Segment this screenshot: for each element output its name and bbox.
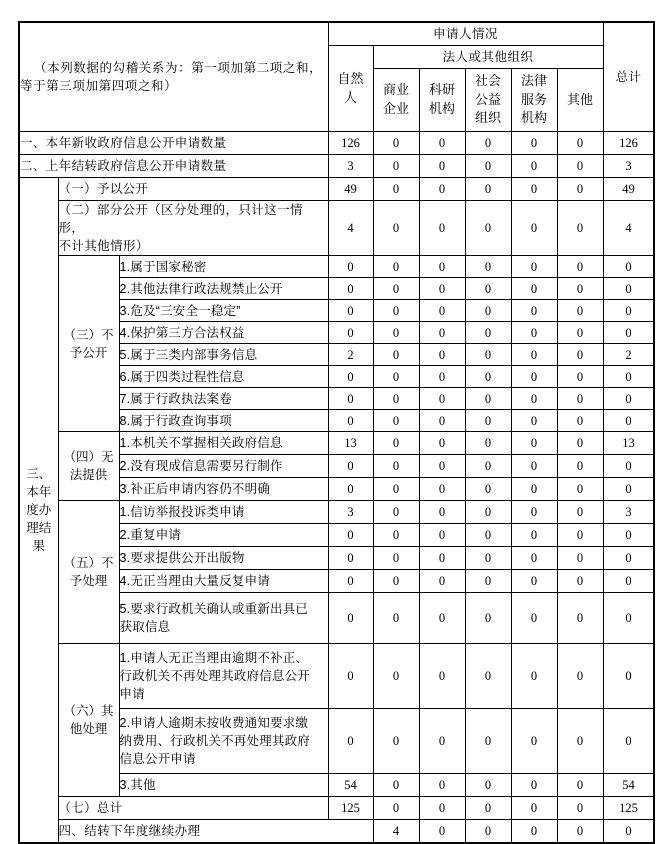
- cell-disclose-partially-natural-person: 4: [328, 201, 373, 256]
- table-row-not-processed-1: [19, 501, 654, 524]
- cell-cp3-research: 0: [419, 478, 465, 501]
- cell-disclose-partially-legal-service: 0: [511, 201, 557, 256]
- item-label-repeated-no-reason: 4.无正当理由大量反复申请: [119, 570, 328, 593]
- cell-cp2-research: 0: [419, 455, 465, 478]
- row-label-disclose-partially-main: （二）部分公开: [58, 203, 149, 217]
- cell-oh1-other: 0: [557, 644, 603, 709]
- cell-np3-natural-person: 0: [328, 547, 373, 570]
- table-row-cannot-provide-1: [19, 432, 654, 455]
- item-label-internal-affairs: 5.属于三类内部事务信息: [119, 344, 328, 366]
- row-label-cannot-provide: [58, 432, 119, 501]
- cell-nd2-research: 0: [419, 278, 465, 300]
- row-label-other-handling: [58, 644, 119, 797]
- header-col-commercial-enterprise-line2: 企业: [382, 101, 409, 116]
- header-col-commercial-enterprise: [373, 69, 419, 132]
- cell-r1-legal-service: 0: [511, 132, 557, 155]
- table-row-other-handling-1: [19, 644, 654, 709]
- cell-cp2-commercial: 0: [373, 455, 419, 478]
- cell-nd7-legal-service: 0: [511, 388, 557, 410]
- cell-nd4-legal-service: 0: [511, 322, 557, 344]
- cell-np1-natural-person: 3: [328, 501, 373, 524]
- item-label-overdue-no-correction-line1: 1.申请人无正当理由逾期不补正、: [119, 651, 309, 666]
- header-col-research-institution: [419, 69, 465, 132]
- cell-disclose-partially-research: 0: [419, 201, 465, 256]
- cell-nd5-legal-service: 0: [511, 344, 557, 366]
- row-label-disclose-partially: [58, 201, 328, 256]
- cell-nd6-social-welfare: 0: [465, 366, 511, 388]
- cell-np4-research: 0: [419, 570, 465, 593]
- header-col-commercial-enterprise-line1: 商业: [382, 82, 409, 98]
- cell-r2-commercial: 0: [373, 155, 419, 178]
- cell-oh1-natural-person: 0: [328, 644, 373, 709]
- cell-nd2-natural-person: 0: [328, 278, 373, 300]
- cell-oh1-research: 0: [419, 644, 465, 709]
- cell-np1-commercial: 0: [373, 501, 419, 524]
- header-applicant-situation: 申请人情况: [328, 22, 603, 46]
- cell-np2-total: 0: [603, 524, 654, 547]
- cell-np5-natural-person: 0: [328, 593, 373, 644]
- cell-r2-total: 3: [603, 155, 654, 178]
- cell-subtotal-commercial: 0: [373, 797, 419, 820]
- cell-np1-other: 0: [557, 501, 603, 524]
- table-row-not-disclosed-1: [19, 256, 654, 278]
- cell-nd6-commercial: 0: [373, 366, 419, 388]
- cell-nd3-legal-service: 0: [511, 300, 557, 322]
- item-label-overdue-no-payment-line1: 2.申请人逾期未按收费通知要求缴: [119, 716, 309, 731]
- cell-nd2-total: 0: [603, 278, 654, 300]
- cell-nd7-commercial: 0: [373, 388, 419, 410]
- cell-oh3-legal-service: 0: [511, 774, 557, 797]
- cell-cp3-commercial: 0: [373, 478, 419, 501]
- cell-np5-other: 0: [557, 593, 603, 644]
- item-label-endanger-security: 3.危及“三安全一稳定”: [119, 300, 328, 322]
- header-natural-person-line1: 自然: [337, 70, 364, 86]
- group-label-line5: 果: [32, 539, 45, 554]
- cell-nd4-other: 0: [557, 322, 603, 344]
- cell-nd8-legal-service: 0: [511, 410, 557, 432]
- header-col-social-welfare-org: [465, 69, 511, 132]
- cell-r2-legal-service: 0: [511, 155, 557, 178]
- cell-nd6-other: 0: [557, 366, 603, 388]
- cell-nd4-commercial: 0: [373, 322, 419, 344]
- cell-nd6-natural-person: 0: [328, 366, 373, 388]
- cell-nd1-research: 0: [419, 256, 465, 278]
- row-label-other-handling-line2: 他处理: [69, 722, 108, 737]
- cell-cp3-social-welfare: 0: [465, 478, 511, 501]
- cell-nd6-research: 0: [419, 366, 465, 388]
- cell-r4-research: 0: [465, 820, 511, 844]
- cell-cp3-other: 0: [557, 478, 603, 501]
- header-col-legal-service-org: [511, 69, 557, 132]
- cell-oh1-total: 0: [603, 644, 654, 709]
- cell-oh3-total: 54: [603, 774, 654, 797]
- cell-oh2-total: 0: [603, 709, 654, 774]
- cell-nd6-total: 0: [603, 366, 654, 388]
- cell-nd4-total: 0: [603, 322, 654, 344]
- cell-disclose-fully-legal-service: 0: [511, 178, 557, 201]
- item-label-still-unclear: 3.补正后申请内容仍不明确: [119, 478, 328, 501]
- cell-np3-commercial: 0: [373, 547, 419, 570]
- row-group-label-annual-results: [19, 178, 58, 844]
- cell-disclose-fully-total: 49: [603, 178, 654, 201]
- cell-oh1-social-welfare: 0: [465, 644, 511, 709]
- cell-nd4-social-welfare: 0: [465, 322, 511, 344]
- row-label-carried-over-applications: 二、上年结转政府信息公开申请数量: [19, 155, 328, 178]
- cell-np1-research: 0: [419, 501, 465, 524]
- cell-nd4-natural-person: 0: [328, 322, 373, 344]
- cell-nd8-social-welfare: 0: [465, 410, 511, 432]
- cell-r1-other: 0: [557, 132, 603, 155]
- cell-r2-social-welfare: 0: [465, 155, 511, 178]
- cell-subtotal-legal-service: 0: [511, 797, 557, 820]
- row-label-not-disclosed: [58, 256, 119, 432]
- cell-nd3-total: 0: [603, 300, 654, 322]
- header-col-social-welfare-org-line1: 社会: [474, 72, 501, 88]
- row-label-disclose-fully: （一）予以公开: [58, 178, 328, 201]
- row-label-not-processed-line1: （五）不: [63, 556, 114, 571]
- cell-oh2-commercial: 0: [373, 709, 419, 774]
- header-col-legal-service-org-line3: 机构: [520, 110, 547, 126]
- cell-cp2-social-welfare: 0: [465, 455, 511, 478]
- group-label-line1: 三、: [26, 466, 52, 481]
- item-label-third-party-rights: 4.保护第三方合法权益: [119, 322, 328, 344]
- cell-np1-total: 3: [603, 501, 654, 524]
- cell-np4-social-welfare: 0: [465, 570, 511, 593]
- cell-subtotal-social-welfare: 0: [465, 797, 511, 820]
- header-col-legal-service-org-line1: 法律: [520, 72, 547, 88]
- cell-np2-research: 0: [419, 524, 465, 547]
- header-legal-or-other-org: 法人或其他组织: [373, 46, 603, 69]
- cell-nd5-other: 0: [557, 344, 603, 366]
- row-label-not-processed: [58, 501, 119, 644]
- cell-oh1-legal-service: 0: [511, 644, 557, 709]
- row-label-disclose-partially-paren2: 不计其他情形）: [58, 239, 149, 254]
- cell-oh2-research: 0: [419, 709, 465, 774]
- cell-nd8-other: 0: [557, 410, 603, 432]
- cell-nd1-total: 0: [603, 256, 654, 278]
- cell-cp3-natural-person: 0: [328, 478, 373, 501]
- cell-r4-social-welfare: 0: [511, 820, 557, 844]
- header-natural-person-line2: 人: [343, 89, 357, 105]
- cell-disclose-fully-research: 0: [419, 178, 465, 201]
- item-label-confirm-reissue-line2: 获取信息: [119, 620, 171, 635]
- cell-np5-social-welfare: 0: [465, 593, 511, 644]
- checksum-note-line1: （本列数据的勾稽关系为：第一项加第二项之和，: [34, 60, 323, 75]
- item-label-duplicate-application: 2.重复申请: [119, 524, 328, 547]
- table-row-section-two: [19, 155, 654, 178]
- cell-cp2-other: 0: [557, 455, 603, 478]
- cell-nd1-legal-service: 0: [511, 256, 557, 278]
- cell-np2-legal-service: 0: [511, 524, 557, 547]
- row-label-subtotal: （七）总计: [58, 797, 328, 820]
- cell-nd2-legal-service: 0: [511, 278, 557, 300]
- cell-nd5-natural-person: 2: [328, 344, 373, 366]
- item-label-state-secret: 1.属于国家秘密: [119, 256, 328, 278]
- cell-disclose-fully-natural-person: 49: [328, 178, 373, 201]
- cell-nd5-total: 2: [603, 344, 654, 366]
- header-col-other: [557, 69, 603, 132]
- item-label-confirm-reissue: [119, 593, 328, 644]
- item-label-admin-inquiry: 8.属于行政查询事项: [119, 410, 328, 432]
- cell-disclose-partially-other: 0: [557, 201, 603, 256]
- cell-np3-other: 0: [557, 547, 603, 570]
- cell-cp3-total: 0: [603, 478, 654, 501]
- cell-r4-commercial: 0: [419, 820, 465, 844]
- cell-np3-total: 0: [603, 547, 654, 570]
- cell-nd1-social-welfare: 0: [465, 256, 511, 278]
- table-row-subtotal: [19, 797, 654, 820]
- cell-r1-commercial: 0: [373, 132, 419, 155]
- cell-r1-natural-person: 126: [328, 132, 373, 155]
- cell-np1-legal-service: 0: [511, 501, 557, 524]
- cell-np4-natural-person: 0: [328, 570, 373, 593]
- item-label-process-info: 6.属于四类过程性信息: [119, 366, 328, 388]
- cell-cp2-natural-person: 0: [328, 455, 373, 478]
- cell-oh3-social-welfare: 0: [465, 774, 511, 797]
- cell-cp1-commercial: 0: [373, 432, 419, 455]
- cell-disclose-fully-commercial: 0: [373, 178, 419, 201]
- cell-cp1-other: 0: [557, 432, 603, 455]
- cell-r2-other: 0: [557, 155, 603, 178]
- item-label-confirm-reissue-line1: 5.要求行政机关确认或重新出具已: [119, 602, 309, 617]
- cell-oh3-commercial: 0: [373, 774, 419, 797]
- cell-np2-other: 0: [557, 524, 603, 547]
- cell-np5-research: 0: [419, 593, 465, 644]
- government-info-disclosure-table: [18, 21, 655, 844]
- cell-subtotal-research: 0: [419, 797, 465, 820]
- item-label-overdue-no-payment-line3: 信息公开申请: [119, 752, 196, 767]
- cell-np2-commercial: 0: [373, 524, 419, 547]
- cell-cp1-research: 0: [419, 432, 465, 455]
- cell-np4-total: 0: [603, 570, 654, 593]
- checksum-note-line2: 等于第三项加第四项之和）: [20, 79, 178, 93]
- row-label-not-disclosed-line2: 予公开: [69, 345, 108, 360]
- cell-nd1-other: 0: [557, 256, 603, 278]
- cell-np4-legal-service: 0: [511, 570, 557, 593]
- item-label-not-in-possession: 1.本机关不掌握相关政府信息: [119, 432, 328, 455]
- cell-r4-other: 0: [603, 820, 654, 844]
- cell-oh2-legal-service: 0: [511, 709, 557, 774]
- cell-oh2-other: 0: [557, 709, 603, 774]
- cell-np3-research: 0: [419, 547, 465, 570]
- cell-r4-natural-person: 4: [373, 820, 419, 844]
- group-label-line4: 理结: [26, 521, 52, 536]
- cell-nd3-natural-person: 0: [328, 300, 373, 322]
- item-label-needs-creation: 2.没有现成信息需要另行制作: [119, 455, 328, 478]
- cell-nd3-research: 0: [419, 300, 465, 322]
- cell-cp2-legal-service: 0: [511, 455, 557, 478]
- header-col-other-line1: 其他: [567, 91, 594, 107]
- cell-cp1-total: 13: [603, 432, 654, 455]
- row-label-not-disclosed-line1: （三）不: [63, 327, 114, 342]
- cell-np2-natural-person: 0: [328, 524, 373, 547]
- item-label-other: 3.其他: [119, 774, 328, 797]
- cell-np1-social-welfare: 0: [465, 501, 511, 524]
- cell-subtotal-total: 125: [603, 797, 654, 820]
- cell-np5-total: 0: [603, 593, 654, 644]
- row-label-disclose-partially-paren1: （区分处理的，只计这一情形，: [58, 203, 303, 236]
- cell-nd6-legal-service: 0: [511, 366, 557, 388]
- cell-nd3-social-welfare: 0: [465, 300, 511, 322]
- row-label-carry-forward: 四、结转下年度继续办理: [58, 820, 373, 844]
- group-label-line2: 本年: [26, 485, 52, 499]
- cell-nd7-research: 0: [419, 388, 465, 410]
- cell-nd1-natural-person: 0: [328, 256, 373, 278]
- cell-r1-total: 126: [603, 132, 654, 155]
- cell-r1-research: 0: [419, 132, 465, 155]
- item-label-overdue-no-correction-line2: 行政机关不再处理其政府信息公开: [119, 669, 311, 684]
- row-label-new-applications: 一、本年新收政府信息公开申请数量: [19, 132, 328, 155]
- cell-nd2-social-welfare: 0: [465, 278, 511, 300]
- cell-np5-commercial: 0: [373, 593, 419, 644]
- cell-nd5-commercial: 0: [373, 344, 419, 366]
- cell-subtotal-other: 0: [557, 797, 603, 820]
- cell-oh3-research: 0: [419, 774, 465, 797]
- header-col-research-institution-line2: 机构: [428, 101, 455, 116]
- group-label-line3: 度办: [26, 503, 52, 518]
- row-label-disclose-partially-line1: [59, 201, 328, 237]
- cell-nd7-natural-person: 0: [328, 388, 373, 410]
- cell-oh2-natural-person: 0: [328, 709, 373, 774]
- cell-oh3-natural-person: 54: [328, 774, 373, 797]
- cell-disclose-partially-commercial: 0: [373, 201, 419, 256]
- cell-nd2-commercial: 0: [373, 278, 419, 300]
- cell-nd1-commercial: 0: [373, 256, 419, 278]
- cell-nd4-research: 0: [419, 322, 465, 344]
- cell-np3-legal-service: 0: [511, 547, 557, 570]
- cell-cp2-total: 0: [603, 455, 654, 478]
- cell-nd7-social-welfare: 0: [465, 388, 511, 410]
- cell-np4-commercial: 0: [373, 570, 419, 593]
- cell-oh3-other: 0: [557, 774, 603, 797]
- cell-nd3-commercial: 0: [373, 300, 419, 322]
- item-label-enforcement-file: 7.属于行政执法案卷: [119, 388, 328, 410]
- header-col-social-welfare-org-line2: 公益: [474, 91, 501, 107]
- item-label-overdue-no-correction-line3: 申请: [119, 687, 145, 702]
- cell-cp1-natural-person: 13: [328, 432, 373, 455]
- cell-subtotal-natural-person: 125: [328, 797, 373, 820]
- header-col-research-institution-line1: 科研: [428, 82, 455, 98]
- header-row-1: [19, 22, 654, 46]
- row-label-cannot-provide-line1: （四）无: [63, 450, 114, 465]
- cell-disclose-fully-social-welfare: 0: [465, 178, 511, 201]
- cell-oh1-commercial: 0: [373, 644, 419, 709]
- cell-nd5-social-welfare: 0: [465, 344, 511, 366]
- cell-r2-natural-person: 3: [328, 155, 373, 178]
- row-label-other-handling-line1: （六）其: [63, 704, 114, 719]
- row-label-cannot-provide-line2: 法提供: [69, 468, 108, 483]
- header-natural-person: [328, 46, 373, 132]
- cell-oh2-social-welfare: 0: [465, 709, 511, 774]
- cell-r4-legal-service: 0: [557, 820, 603, 844]
- item-label-petition-complaint: 1.信访举报投诉类申请: [119, 501, 328, 524]
- cell-np4-other: 0: [557, 570, 603, 593]
- item-label-overdue-no-payment: [119, 709, 328, 774]
- cell-nd8-commercial: 0: [373, 410, 419, 432]
- table-row-section-one: [19, 132, 654, 155]
- item-label-published-materials: 3.要求提供公开出版物: [119, 547, 328, 570]
- cell-r2-research: 0: [419, 155, 465, 178]
- cell-nd8-total: 0: [603, 410, 654, 432]
- row-label-not-processed-line2: 予处理: [69, 574, 108, 589]
- cell-nd5-research: 0: [419, 344, 465, 366]
- header-col-social-welfare-org-line3: 组织: [474, 110, 501, 126]
- header-total: 总计: [603, 22, 654, 132]
- cell-nd8-research: 0: [419, 410, 465, 432]
- header-col-legal-service-org-line2: 服务: [520, 91, 547, 107]
- cell-nd3-other: 0: [557, 300, 603, 322]
- cell-np5-legal-service: 0: [511, 593, 557, 644]
- cell-np3-social-welfare: 0: [465, 547, 511, 570]
- cell-disclose-fully-other: 0: [557, 178, 603, 201]
- item-label-overdue-no-payment-line2: 纳费用、行政机关不再处理其政府: [119, 734, 311, 749]
- cell-r1-social-welfare: 0: [465, 132, 511, 155]
- item-label-overdue-no-correction: [119, 644, 328, 709]
- cell-nd7-other: 0: [557, 388, 603, 410]
- cell-disclose-partially-social-welfare: 0: [465, 201, 511, 256]
- checksum-note: [19, 22, 328, 132]
- cell-np2-social-welfare: 0: [465, 524, 511, 547]
- cell-cp3-legal-service: 0: [511, 478, 557, 501]
- cell-nd8-natural-person: 0: [328, 410, 373, 432]
- cell-cp1-social-welfare: 0: [465, 432, 511, 455]
- cell-disclose-partially-total: 4: [603, 201, 654, 256]
- cell-nd7-total: 0: [603, 388, 654, 410]
- cell-cp1-legal-service: 0: [511, 432, 557, 455]
- table-row-disclose-partially: [19, 201, 654, 256]
- item-label-law-prohibits: 2.其他法律行政法规禁止公开: [119, 278, 328, 300]
- table-row-disclose-fully: [19, 178, 654, 201]
- cell-nd2-other: 0: [557, 278, 603, 300]
